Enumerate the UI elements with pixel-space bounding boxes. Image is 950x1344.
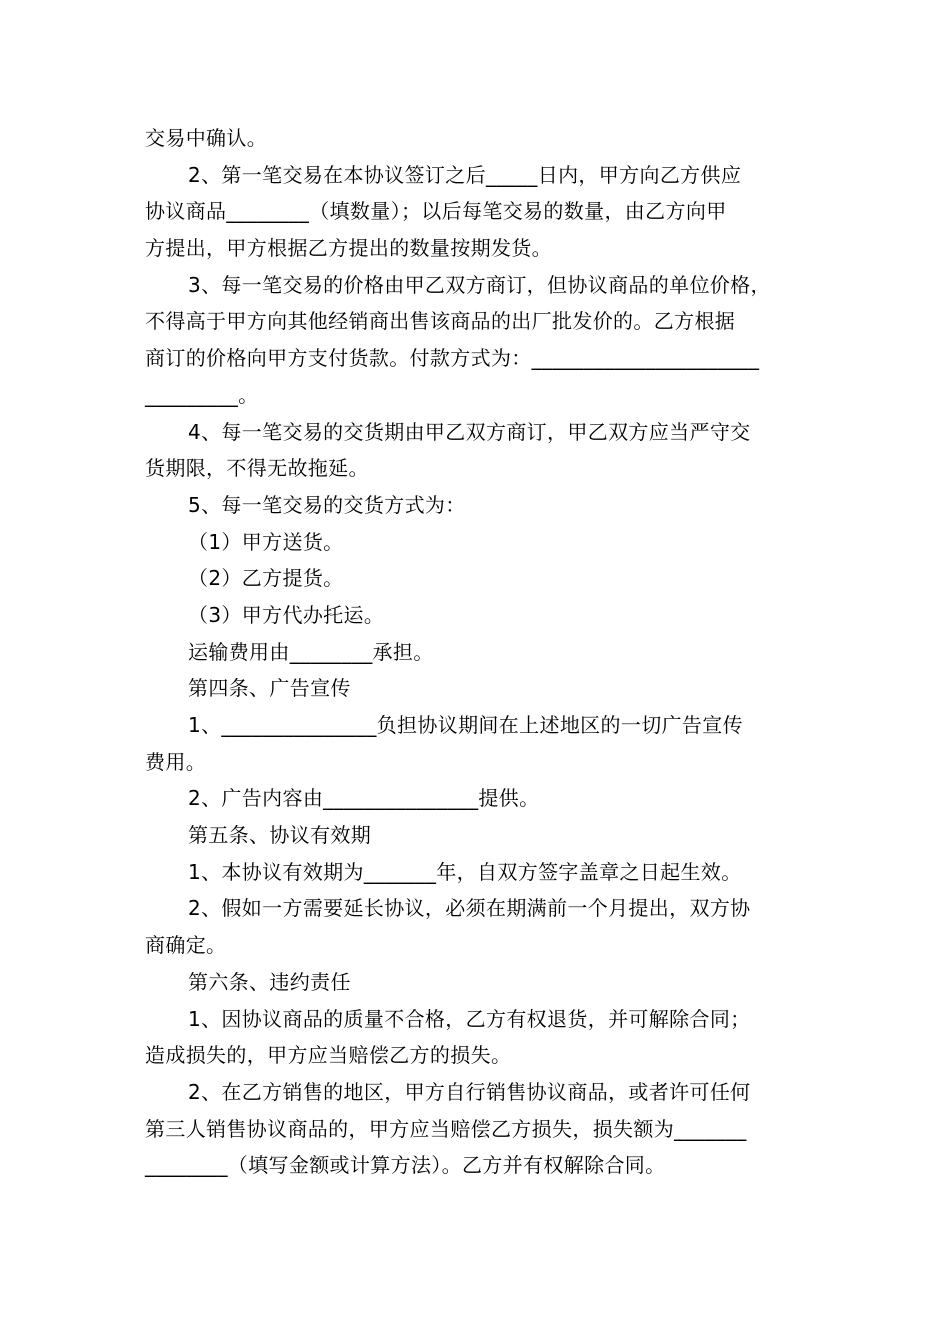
text-line: _________。 — [145, 382, 259, 407]
text-line: 1、本协议有效期为_______年，自双方签字盖章之日起生效。 — [188, 859, 742, 884]
text-line: （3）甲方代办托运。 — [188, 602, 385, 627]
text-line: 5、每一笔交易的交货方式为： — [188, 492, 466, 517]
text-line: 交易中确认。 — [145, 126, 268, 150]
text-line: 货期限，不得无故拖延。 — [145, 456, 369, 481]
text-line: 2、假如一方需要延长协议，必须在期满前一个月提出，双方协 — [188, 896, 751, 921]
text-line: 运输费用由________承担。 — [188, 639, 434, 664]
text-line: 协议商品________（填数量）；以后每笔交易的数量，由乙方向甲 — [145, 199, 727, 224]
text-line: 方提出，甲方根据乙方提出的数量按期发货。 — [145, 236, 552, 261]
text-line: 2、广告内容由_______________提供。 — [188, 786, 540, 811]
text-line: 2、在乙方销售的地区，甲方自行销售协议商品，或者许可任何 — [188, 1079, 751, 1104]
text-line: 第六条、违约责任 — [188, 969, 351, 994]
text-line: 1、因协议商品的质量不合格，乙方有权退货，并可解除合同； — [188, 1006, 751, 1031]
text-line: 商订的价格向甲方支付货款。付款方式为：______________________ — [145, 346, 760, 371]
text-line: 不得高于甲方向其他经销商出售该商品的出厂批发价的。乙方根据 — [145, 309, 736, 334]
text-line: 2、第一笔交易在本协议签订之后_____日内，甲方向乙方供应 — [188, 162, 742, 187]
text-line: 第五条、协议有效期 — [188, 823, 372, 848]
text-line: 4、每一笔交易的交货期由甲乙双方商订，甲乙双方应当严守交 — [188, 419, 751, 444]
text-line: 造成损失的，甲方应当赔偿乙方的损失。 — [145, 1043, 512, 1068]
text-line: 费用。 — [145, 749, 207, 774]
text-line: 第三人销售协议商品的，甲方应当赔偿乙方损失，损失额为_______ — [145, 1116, 747, 1141]
text-line: （1）甲方送货。 — [188, 529, 344, 554]
text-line: 1、_______________负担协议期间在上述地区的一切广告宣传 — [188, 713, 743, 737]
text-line: 3、每一笔交易的价格由甲乙双方商订，但协议商品的单位价格， — [188, 272, 771, 297]
text-line: （2）乙方提货。 — [188, 566, 344, 591]
text-line: 商确定。 — [145, 933, 227, 958]
text-line: 第四条、广告宣传 — [188, 676, 351, 701]
text-line: ________（填写金额或计算方法）。乙方并有权解除合同。 — [145, 1153, 666, 1178]
document-body — [145, 120, 813, 1184]
